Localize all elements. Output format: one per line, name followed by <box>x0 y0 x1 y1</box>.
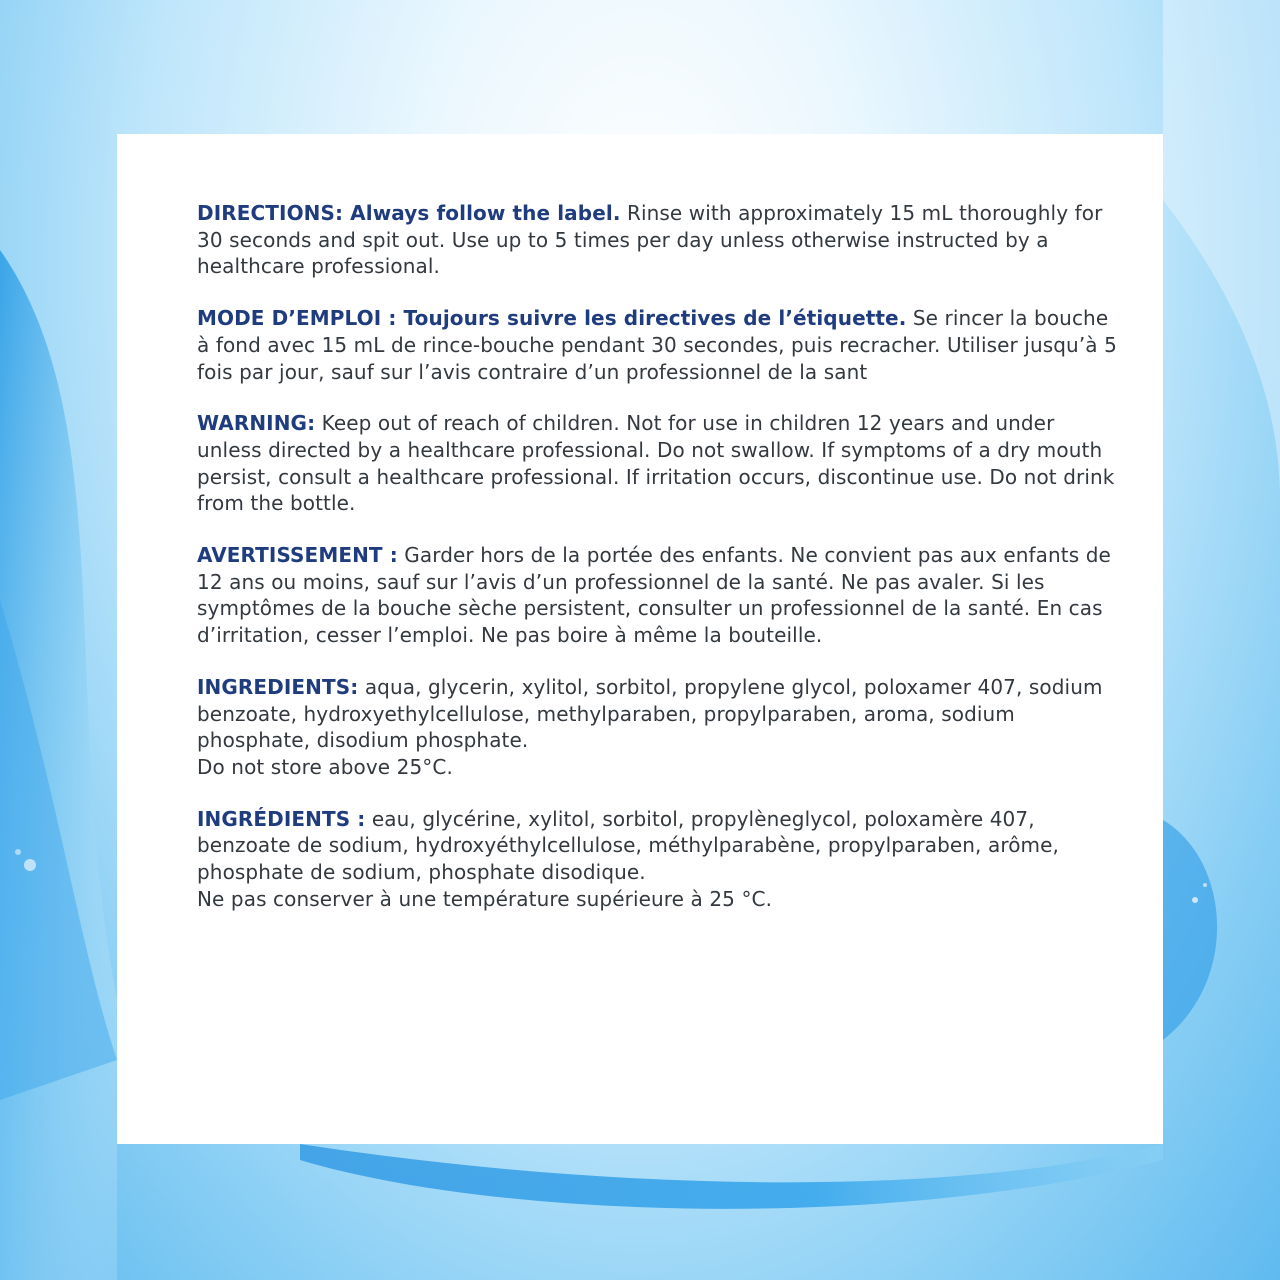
storage-note-en: Do not store above 25°C. <box>197 754 453 779</box>
avertissement-section <box>197 542 1123 649</box>
ingredients-text: aqua, glycerin, xylitol, sorbitol, propylene glycol, poloxamer 407, sodium benzoate, hydroxyethylcellulose, methylparaben, propylparaben, aroma, sodium phosphate, disodium phosphate. <box>197 674 1103 753</box>
directions-heading: DIRECTIONS: Always follow the label. <box>197 201 621 225</box>
mode-emploi-text: Se rincer la bouche à fond avec 15 mL de rince-bouche pendant 30 secondes, puis recracher. Utiliser jusqu’à 5 fois par jour, sauf sur l’avis contraire d’un professionnel de la sant <box>197 306 1117 384</box>
warning-heading: WARNING: <box>197 411 316 436</box>
label-text-panel <box>117 134 1163 1144</box>
warning-section <box>197 410 1123 517</box>
warning-text: Keep out of reach of children. Not for use in children 12 years and under unless directed by a healthcare professional. Do not swallow. If symptoms of a dry mouth persist, consult a healthcare professional. If irritation occurs, discontinue use. Do not drink from the bottle. <box>197 411 1115 516</box>
ingredients-fr-text: eau, glycérine, xylitol, sorbitol, propylèneglycol, poloxamère 407, benzoate de sodium, hydroxyéthylcellulose, méthylparabène, propylparaben, arôme, phosphate de sodium, phosphate disodique. <box>197 806 1059 885</box>
ingredients-section <box>197 674 1123 781</box>
mode-emploi-section <box>197 305 1123 385</box>
mode-emploi-heading: MODE D’EMPLOI : Toujours suivre les directives de l’étiquette. <box>197 306 907 331</box>
ingredients-fr-section <box>197 806 1123 913</box>
avertissement-text: Garder hors de la portée des enfants. Ne convient pas aux enfants de 12 ans ou moins, sauf sur l’avis d’un professionnel de la santé. Ne pas avaler. Si les symptômes de la bouche sèche persistent, consulter un professionnel de la santé. En cas d’irritation, cesser l’emploi. Ne pas boire à même la bouteille. <box>197 543 1111 648</box>
directions-text: Rinse with approximately 15 mL thoroughly for 30 seconds and spit out. Use up to 5 times per day unless otherwise instructed by a healthcare professional. <box>197 201 1103 279</box>
ingredients-fr-heading: INGRÉDIENTS : <box>197 806 366 831</box>
ingredients-heading: INGREDIENTS: <box>197 674 359 699</box>
avertissement-heading: AVERTISSEMENT : <box>197 543 398 568</box>
directions-section <box>197 200 1123 280</box>
storage-note-fr: Ne pas conserver à une température supérieure à 25 °C. <box>197 886 773 911</box>
